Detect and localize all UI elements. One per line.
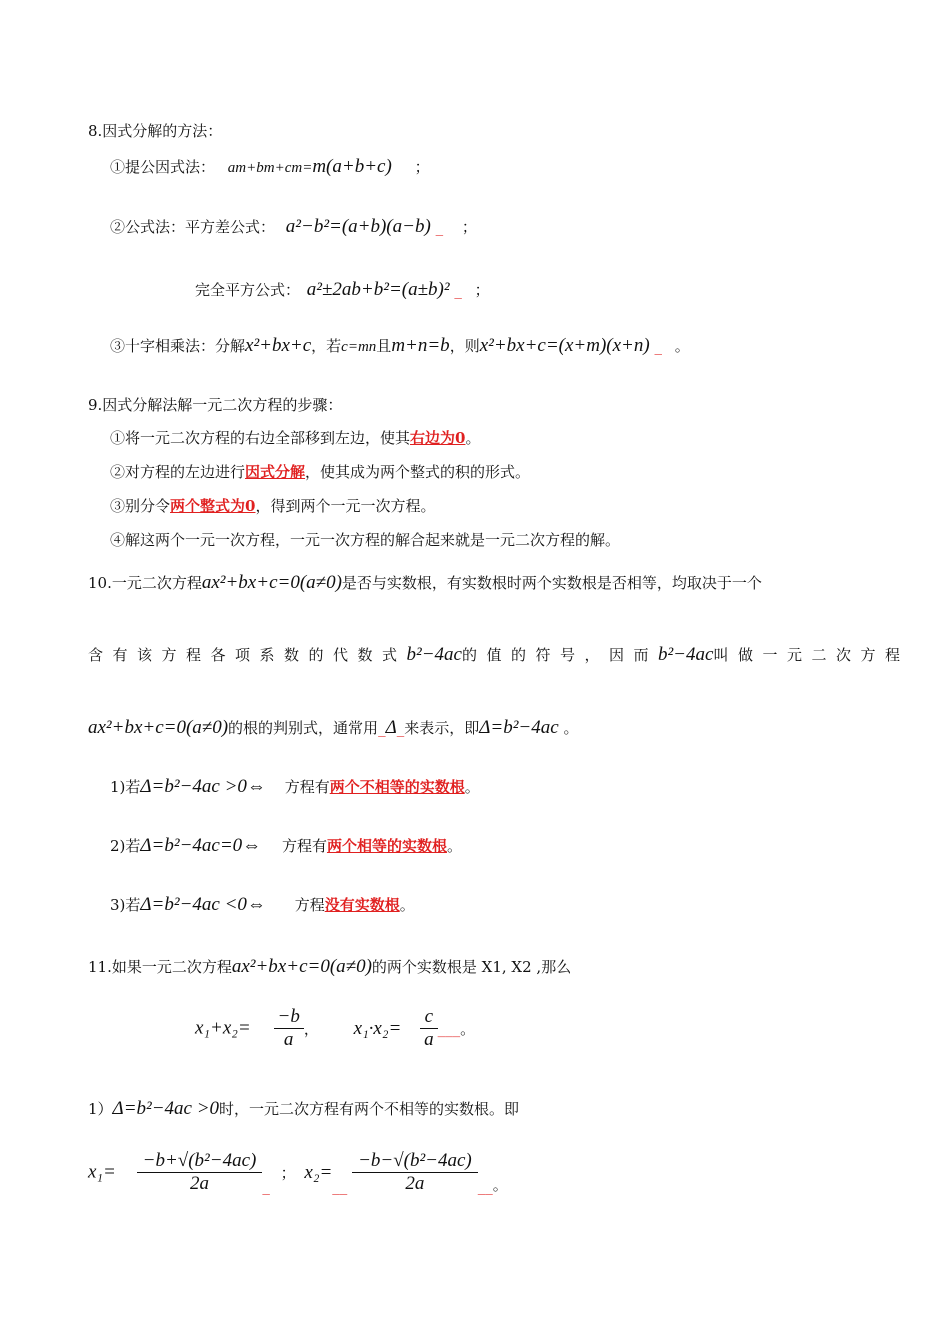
method-3-cond1: c=mn xyxy=(341,339,377,355)
delta-definition: Δ=b²−4ac xyxy=(479,717,559,738)
quadratic-equation-2: ax²+bx+c=0(a≠0) xyxy=(88,717,229,738)
section-10-line-3-end: 。 xyxy=(563,719,579,737)
section-11-case-1-pre: 1） xyxy=(88,1100,113,1118)
method-3-end: 。 xyxy=(674,337,690,355)
product-numerator: c xyxy=(420,1006,438,1029)
method-2-row xyxy=(110,216,477,238)
section-10-line-1 xyxy=(88,572,762,594)
case-2-end: 。 xyxy=(446,837,462,855)
method-2b-formula: a²±2ab+b²=(a±b)² xyxy=(306,279,450,300)
case-2 xyxy=(110,835,462,857)
method-2b-blank: _ xyxy=(454,281,462,299)
x1-lhs: x₁= xyxy=(88,1161,116,1183)
x2-blank: __ xyxy=(477,1177,493,1195)
case-2-pre: 2)若 xyxy=(110,837,141,855)
method-2-blank: _ xyxy=(435,218,444,236)
case-1-end: 。 xyxy=(464,778,480,796)
step-2 xyxy=(110,461,530,482)
section-10-line-3 xyxy=(88,717,578,739)
delta-blank-post: _ xyxy=(396,719,405,737)
sum-fraction xyxy=(274,1006,304,1051)
x2-lhs: x₂= xyxy=(304,1161,333,1183)
step-2-end: ，使其成为两个整式的积的形式。 xyxy=(305,463,531,481)
method-3-mid: ，若 xyxy=(311,337,342,355)
case-1-pre: 1)若 xyxy=(110,778,141,796)
product-blank: ___ xyxy=(437,1019,461,1038)
section-10-line-1-post: 是否与实数根，有实数根时两个实数根是否相等，均取决于一个 xyxy=(341,574,762,592)
step-2-text: ②对方程的左边进行 xyxy=(110,463,246,481)
case-3-end: 。 xyxy=(399,896,415,914)
method-1-end: ； xyxy=(414,158,430,176)
step-3-text: ③别分令 xyxy=(110,497,171,515)
product-lhs: x₁·x₂= xyxy=(353,1017,402,1039)
step-2-answer: 因式分解 xyxy=(245,463,306,481)
method-3-result: x²+bx+c=(x+m)(x+n) xyxy=(479,335,650,356)
case-3-expr: Δ=b²−4ac <0⇔ xyxy=(140,894,266,915)
x2-numerator: −b−√(b²−4ac) xyxy=(352,1150,478,1173)
section-9-title: 9.因式分解法解一元二次方程的步骤： xyxy=(88,396,343,414)
discriminant-expr-1: b²−4ac xyxy=(406,644,462,665)
x2-blank-pre: __ xyxy=(332,1177,348,1195)
section-10-line-3-a: 的根的判别式，通常用 xyxy=(228,719,379,737)
section-11-case-1 xyxy=(88,1098,519,1120)
x1-fraction xyxy=(137,1150,263,1195)
method-3-label: ③十字相乘法：分解 xyxy=(110,337,246,355)
delta-blank-pre: _ xyxy=(378,719,386,737)
sum-separator: ， xyxy=(303,1020,319,1038)
step-1 xyxy=(110,427,480,448)
product-fraction xyxy=(420,1006,438,1051)
x1-separator: ； xyxy=(280,1164,296,1182)
case-1-mid: 方程有 xyxy=(284,778,330,796)
case-1-answer: 两个不相等的实数根 xyxy=(329,778,465,796)
section-10-line-2-b: 的值的符号，因而 xyxy=(461,646,658,664)
section-8-title: 8.因式分解的方法： xyxy=(88,122,223,140)
step-3-answer: 两个整式为0 xyxy=(170,497,256,515)
section-11-case-1-expr: Δ=b²−4ac >0 xyxy=(112,1098,220,1119)
section-10-line-3-b: 来表示，即 xyxy=(404,719,480,737)
method-1-label: ①提公因式法： xyxy=(110,158,216,176)
x1-blank: _ xyxy=(262,1177,270,1195)
quadratic-equation: ax²+bx+c=0(a≠0) xyxy=(201,572,342,593)
case-3 xyxy=(110,894,415,916)
method-1-lhs: am+bm+cm= xyxy=(227,160,313,176)
x2-fraction xyxy=(352,1150,478,1195)
method-3-expr: x²+bx+c xyxy=(245,335,312,356)
delta-symbol: Δ xyxy=(385,717,397,738)
step-1-text: ①将一元二次方程的右边全部移到左边，使其 xyxy=(110,429,411,447)
case-2-answer: 两个相等的实数根 xyxy=(326,837,447,855)
method-2-end: ； xyxy=(461,218,477,236)
method-1-rhs: m(a+b+c) xyxy=(312,156,392,177)
method-2b-row xyxy=(195,279,490,301)
x1-numerator: −b+√(b²−4ac) xyxy=(137,1150,263,1173)
method-3-and: 且 xyxy=(376,337,392,355)
method-3-cond2: m+n=b xyxy=(391,335,450,356)
product-end: 。 xyxy=(460,1020,476,1038)
section-10-line-2-a: 含有该方程各项系数的代数式 xyxy=(88,646,407,664)
section-10-intro: 10.一元二次方程 xyxy=(88,574,202,592)
section-10-line-2-c: 叫做一元二次方程 xyxy=(713,646,910,664)
vieta-row xyxy=(195,1006,475,1051)
discriminant-expr-2: b²−4ac xyxy=(657,644,714,665)
step-3-end: ，得到两个一元一次方程。 xyxy=(255,497,436,515)
step-1-answer: 右边为0 xyxy=(410,429,466,447)
x2-denominator: 2a xyxy=(405,1173,425,1194)
step-3 xyxy=(110,495,435,516)
section-11-intro: 11.如果一元二次方程 xyxy=(88,958,232,976)
step-1-end: 。 xyxy=(465,429,481,447)
step-4: ④解这两个一元一次方程，一元一次方程的解合起来就是一元二次方程的解。 xyxy=(110,531,621,549)
case-3-answer: 没有实数根 xyxy=(324,896,400,914)
case-3-mid: 方程 xyxy=(294,896,325,914)
sum-lhs: x₁+x₂= xyxy=(195,1017,251,1039)
case-2-mid: 方程有 xyxy=(281,837,327,855)
quadratic-equation-3: ax²+bx+c=0(a≠0) xyxy=(231,956,372,977)
case-3-pre: 3)若 xyxy=(110,896,141,914)
case-1 xyxy=(110,776,480,798)
sum-denominator: a xyxy=(283,1029,294,1050)
case-1-expr: Δ=b²−4ac >0⇔ xyxy=(140,776,266,797)
method-2b-label: 完全平方公式： xyxy=(195,281,301,299)
section-10-line-2 xyxy=(88,644,909,666)
method-2-formula: a²−b²=(a+b)(a−b) xyxy=(285,216,431,237)
x2-end: 。 xyxy=(492,1176,508,1194)
method-3-row xyxy=(110,335,690,357)
root-formula-row xyxy=(88,1150,508,1195)
method-1-row xyxy=(110,156,430,178)
section-11-case-1-post: 时，一元二次方程有两个不相等的实数根。即 xyxy=(219,1100,520,1118)
method-3-then: ，则 xyxy=(449,337,480,355)
method-2-label: ②公式法：平方差公式： xyxy=(110,218,276,236)
section-11-line-1-post: 的两个实数根是 X1, X2 ,那么 xyxy=(371,958,572,976)
method-2b-end: ； xyxy=(474,281,490,299)
case-2-expr: Δ=b²−4ac=0⇔ xyxy=(140,835,262,856)
section-11-line-1 xyxy=(88,956,571,978)
x1-denominator: 2a xyxy=(190,1173,209,1194)
method-3-blank: _ xyxy=(654,337,662,355)
product-denominator: a xyxy=(424,1029,434,1050)
sum-numerator: −b xyxy=(274,1006,304,1029)
